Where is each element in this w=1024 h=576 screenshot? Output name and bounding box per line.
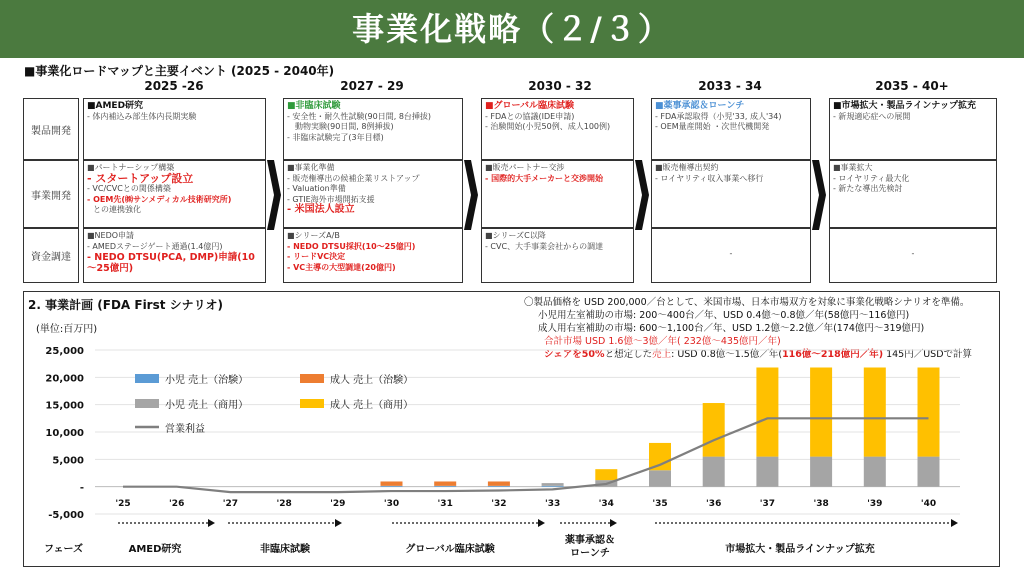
phase-arrowhead: [538, 519, 545, 527]
cell-line: - CVC、大手事業会社からの調達: [485, 241, 604, 251]
phase-label: 市場拡大・製品ラインナップ拡充: [725, 544, 875, 555]
bar: [488, 486, 510, 487]
x-tick-label: '33: [544, 499, 561, 509]
x-tick-label: '39: [867, 499, 883, 509]
row-label-funding: 資金調達: [23, 228, 79, 283]
cell-dash: -: [729, 249, 733, 258]
cell-heading: ■販売パートナー交渉: [485, 163, 565, 172]
plan-title: 2. 事業計画 (FDA First シナリオ): [28, 298, 224, 312]
period-label: 2027 - 29: [340, 79, 404, 93]
x-tick-label: '28: [276, 499, 292, 509]
x-tick-label: '26: [169, 499, 185, 509]
cell-heading: ■事業化準備: [287, 163, 335, 172]
cell-heading: ■薬事承認＆ローンチ: [655, 101, 745, 111]
x-tick-label: '40: [920, 499, 937, 509]
cell-heading: ■市場拡大・製品ラインナップ拡充: [833, 101, 977, 111]
cell-heading: ■NEDO申請: [87, 231, 135, 240]
cell-line: - 体内補込み部生体内長期実験: [87, 111, 197, 121]
bar: [434, 481, 456, 485]
phase-arrowhead: [335, 519, 342, 527]
phase-label: グローバル臨床試験: [405, 544, 495, 555]
cell-line: - OEM量産開始 ・次世代機開発: [655, 122, 770, 131]
bar: [649, 443, 671, 470]
roadmap-heading: ■事業化ロードマップと主要イベント (2025 - 2040年): [24, 64, 335, 78]
profit-line: [123, 418, 929, 492]
cell-highlight: - 国際的大手メーカーと交渉開始: [485, 173, 603, 183]
bar: [756, 457, 778, 487]
note-text: 145円／USDで計算: [883, 349, 973, 360]
cell-line: - FDAとの協議(IDE申請): [485, 111, 575, 121]
phase-arrowhead: [208, 519, 215, 527]
x-tick-label: '31: [437, 499, 453, 509]
cell-line: - FDA承認取得（小児'33, 成人'34): [655, 111, 782, 121]
row-label-product: 製品開発: [23, 98, 79, 160]
bar: [381, 486, 403, 487]
cell-highlight: - 米国法人設立: [287, 204, 355, 215]
bar: [434, 486, 456, 487]
x-tick-label: '32: [491, 499, 507, 509]
row-label-business: 事業開発: [23, 160, 79, 228]
cell-highlight: - OEM先(㈱サンメディカル技術研究所): [87, 194, 232, 204]
cell-line: - 新規適応症への展開: [833, 111, 911, 121]
note-line: 成人用右室補助の市場: 600～1,100台／年、USD 1.2億～2.2億／年(174億円～319億円): [538, 323, 925, 334]
bar: [703, 403, 725, 457]
cell-line: 動物実験(90日間, 8例挿拔): [295, 122, 394, 131]
bar: [918, 367, 940, 456]
cell-highlight: - NEDO DTSU(PCA, DMP)申請(10～25億円): [87, 252, 255, 274]
cell-line: - ロイヤリティ収入事業へ移行: [655, 173, 764, 183]
page-title: 事業化戦略（２/３）: [0, 0, 1024, 58]
phase-label: AMED研究: [128, 544, 182, 555]
note-text: 売上: [652, 349, 672, 360]
legend-label: 小児 売上（治験）: [165, 375, 249, 386]
x-tick-label: '27: [222, 499, 239, 509]
note-text: と想定した: [604, 349, 653, 360]
x-tick-label: '25: [115, 499, 131, 509]
legend-label: 成人 売上（治験）: [330, 375, 414, 386]
y-tick-label: -: [79, 482, 84, 494]
cell-highlight: - VC主導の大型調達(20億円): [287, 262, 396, 272]
bar: [381, 481, 403, 485]
phase-heading: フェーズ: [44, 544, 83, 555]
cell-heading: ■AMED研究: [87, 101, 144, 111]
phase-arrowhead: [951, 519, 958, 527]
cell-line: - ロイヤリティ最大化: [833, 173, 910, 183]
phase-label: 薬事承認＆ ローンチ: [565, 535, 615, 559]
bar: [595, 469, 617, 480]
y-tick-label: 15,000: [45, 400, 84, 412]
cell-heading: ■非臨床試験: [287, 101, 341, 111]
x-tick-label: '30: [383, 499, 400, 509]
x-tick-label: '29: [330, 499, 346, 509]
cell-line: との連携強化: [93, 205, 141, 214]
legend-swatch: [135, 374, 159, 383]
note-line: 〇製品価格を USD 200,000／台として、米国市場、日本市場双方を対象に事業化戦略シナリオを準備。: [524, 297, 970, 308]
cell-heading: ■販売権導出契約: [655, 163, 719, 172]
y-tick-label: 20,000: [45, 373, 84, 385]
cell-highlight: - スタートアップ設立: [87, 171, 194, 185]
cell-heading: ■シリーズA/B: [287, 231, 340, 240]
bar: [864, 457, 886, 487]
legend-label: 成人 売上（商用）: [330, 400, 414, 411]
note-line: 小児用左室補助の市場: 200～400台／年、USD 0.4億～0.8億／年(58億円～116億円): [538, 310, 910, 321]
cell-heading: ■事業拡大: [833, 163, 873, 172]
cell-line: - 新たな導出先検討: [833, 184, 903, 193]
y-tick-label: -5,000: [48, 510, 84, 521]
x-tick-label: '34: [598, 499, 614, 509]
cell-line: - 販売権導出の候補企業リストアップ: [287, 173, 420, 183]
period-label: 2030 - 32: [528, 79, 592, 93]
period-label: 2025 -26: [144, 79, 204, 93]
bar: [542, 486, 564, 487]
cell-line: - 安全性・耐久性試験(90日間, 8台挿拔): [287, 111, 432, 121]
legend-label: 小児 売上（商用）: [165, 400, 249, 411]
cell-line: - 非臨床試験完了(3年目標): [287, 132, 384, 142]
cell-heading: ■パートナーシップ構築: [87, 163, 175, 172]
bar: [649, 470, 671, 486]
cell-dash: -: [911, 249, 915, 258]
y-tick-label: 5,000: [52, 455, 84, 467]
bar: [542, 483, 564, 486]
cell-highlight: - リードVC決定: [287, 252, 346, 261]
bar: [864, 367, 886, 456]
legend-label: 営業利益: [165, 424, 205, 435]
cell-line: - VC/CVCとの関係構築: [87, 184, 171, 193]
x-tick-label: '36: [706, 499, 722, 509]
y-tick-label: 10,000: [45, 428, 84, 439]
bar: [810, 457, 832, 487]
period-label: 2035 - 40+: [875, 79, 949, 93]
x-tick-label: '37: [759, 499, 776, 509]
bar: [756, 367, 778, 456]
phase-arrowhead: [610, 519, 617, 527]
y-tick-label: 25,000: [45, 346, 84, 357]
legend-swatch: [300, 399, 324, 408]
x-tick-label: '38: [813, 499, 829, 509]
cell-line: - 治験開始(小児50例、成人100例): [485, 122, 611, 131]
note-share: シェアを50%: [544, 349, 605, 360]
bar: [918, 457, 940, 487]
note-text: : USD 0.8億～1.5億／年(: [671, 349, 783, 360]
unit-label: (単位:百万円): [36, 324, 98, 335]
cell-heading: ■グローバル臨床試験: [485, 101, 575, 111]
phase-label: 非臨床試験: [260, 544, 310, 555]
cell-line: - AMEDステージゲート通過(1.4億円): [87, 241, 223, 251]
bar: [488, 481, 510, 485]
cell-highlight: - NEDO DTSU採択(10～25億円): [287, 241, 416, 251]
legend-swatch: [300, 374, 324, 383]
bar: [810, 367, 832, 456]
period-label: 2033 - 34: [698, 79, 762, 93]
x-tick-label: '35: [652, 499, 668, 509]
cell-line: - Valuation準備: [287, 184, 346, 193]
legend-swatch: [135, 399, 159, 408]
bar: [703, 457, 725, 487]
note-line: 合計市場 USD 1.6億～3億／年( 232億～435億円／年): [544, 336, 781, 347]
cell-heading: ■シリーズC以降: [485, 231, 546, 240]
note-sales: 116億～218億円／年): [782, 349, 884, 360]
cell-line: - GTIE海外市場開拓支援: [287, 194, 375, 204]
